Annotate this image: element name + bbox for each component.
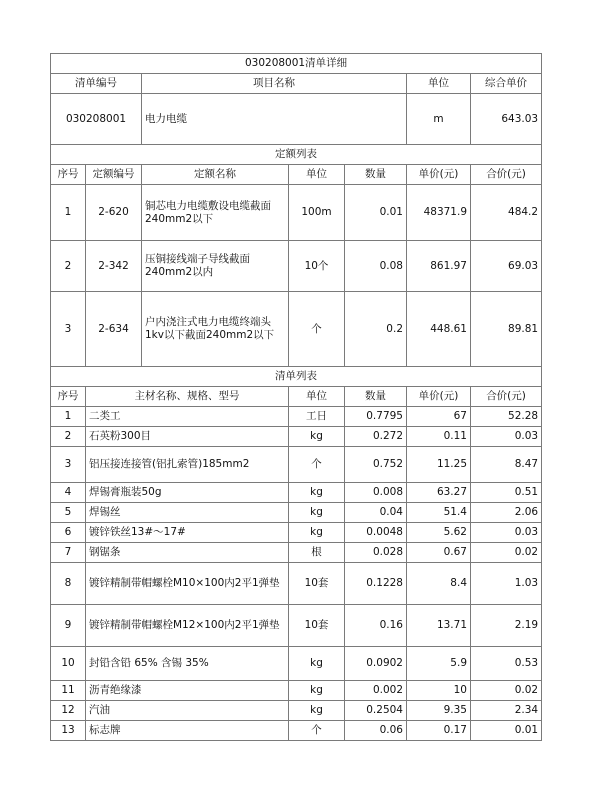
material-qty: 0.7795 [345, 407, 407, 427]
material-price: 10 [407, 681, 471, 701]
material-price: 5.9 [407, 647, 471, 681]
material-row [51, 605, 542, 647]
col-header-price: 综合单价 [471, 74, 542, 94]
quota-header-total: 合价(元) [471, 165, 542, 185]
table-body [51, 54, 542, 741]
materials-header-no: 序号 [51, 387, 86, 407]
material-total: 0.51 [471, 483, 542, 503]
quota-row [51, 292, 542, 367]
materials-header-row [51, 387, 542, 407]
quota-code: 2-620 [86, 185, 142, 241]
material-unit: 根 [289, 543, 345, 563]
item-name: 电力电缆 [142, 94, 407, 145]
material-price: 9.35 [407, 701, 471, 721]
material-total: 2.06 [471, 503, 542, 523]
material-total: 0.02 [471, 681, 542, 701]
item-code: 030208001 [51, 94, 142, 145]
material-unit: kg [289, 647, 345, 681]
material-no: 5 [51, 503, 86, 523]
material-qty: 0.0048 [345, 523, 407, 543]
material-name: 镀锌精制带帽螺栓M10×100内2平1弹垫 [86, 563, 289, 605]
material-no: 1 [51, 407, 86, 427]
material-no: 10 [51, 647, 86, 681]
materials-header-total: 合价(元) [471, 387, 542, 407]
quota-price: 48371.9 [407, 185, 471, 241]
item-header-row [51, 74, 542, 94]
material-qty: 0.008 [345, 483, 407, 503]
material-price: 8.4 [407, 563, 471, 605]
item-unit: m [407, 94, 471, 145]
materials-header-qty: 数量 [345, 387, 407, 407]
quota-price: 448.61 [407, 292, 471, 367]
material-unit: 10套 [289, 563, 345, 605]
material-name: 封铅含铅 65% 含锡 35% [86, 647, 289, 681]
material-no: 3 [51, 447, 86, 483]
material-row [51, 523, 542, 543]
quota-no: 1 [51, 185, 86, 241]
material-total: 2.19 [471, 605, 542, 647]
quota-header-unit: 单位 [289, 165, 345, 185]
material-price: 11.25 [407, 447, 471, 483]
quota-row [51, 185, 542, 241]
material-total: 0.03 [471, 523, 542, 543]
quota-qty: 0.08 [345, 241, 407, 292]
quota-unit: 100m [289, 185, 345, 241]
material-row [51, 483, 542, 503]
item-price: 643.03 [471, 94, 542, 145]
material-unit: kg [289, 523, 345, 543]
material-total: 1.03 [471, 563, 542, 605]
material-unit: 个 [289, 447, 345, 483]
material-unit: 个 [289, 721, 345, 741]
material-row [51, 721, 542, 741]
materials-section-title: 清单列表 [51, 367, 542, 387]
material-name: 汽油 [86, 701, 289, 721]
title-row [51, 54, 542, 74]
material-qty: 0.16 [345, 605, 407, 647]
col-header-name: 项目名称 [142, 74, 407, 94]
material-no: 9 [51, 605, 86, 647]
quota-no: 3 [51, 292, 86, 367]
material-row [51, 447, 542, 483]
material-name: 焊锡丝 [86, 503, 289, 523]
material-price: 51.4 [407, 503, 471, 523]
quota-header-qty: 数量 [345, 165, 407, 185]
material-unit: kg [289, 503, 345, 523]
material-name: 镀锌精制带帽螺栓M12×100内2平1弹垫 [86, 605, 289, 647]
material-price: 0.17 [407, 721, 471, 741]
material-name: 石英粉300目 [86, 427, 289, 447]
material-total: 0.53 [471, 647, 542, 681]
material-qty: 0.002 [345, 681, 407, 701]
materials-header-price: 单价(元) [407, 387, 471, 407]
material-price: 63.27 [407, 483, 471, 503]
material-qty: 0.06 [345, 721, 407, 741]
quota-total: 484.2 [471, 185, 542, 241]
material-no: 11 [51, 681, 86, 701]
quota-qty: 0.01 [345, 185, 407, 241]
item-row [51, 94, 542, 145]
material-no: 13 [51, 721, 86, 741]
materials-section-row [51, 367, 542, 387]
material-total: 52.28 [471, 407, 542, 427]
material-unit: 工日 [289, 407, 345, 427]
material-name: 标志牌 [86, 721, 289, 741]
quota-row [51, 241, 542, 292]
material-name: 沥青绝缘漆 [86, 681, 289, 701]
quota-price: 861.97 [407, 241, 471, 292]
quota-total: 69.03 [471, 241, 542, 292]
material-name: 焊锡膏瓶装50g [86, 483, 289, 503]
quota-name: 户内浇注式电力电缆终端头1kv以下截面240mm2以下 [142, 292, 289, 367]
material-total: 0.03 [471, 427, 542, 447]
material-no: 2 [51, 427, 86, 447]
quota-section-row [51, 145, 542, 165]
material-unit: kg [289, 483, 345, 503]
material-row [51, 543, 542, 563]
material-price: 67 [407, 407, 471, 427]
material-row [51, 563, 542, 605]
material-unit: kg [289, 701, 345, 721]
quota-no: 2 [51, 241, 86, 292]
material-no: 12 [51, 701, 86, 721]
material-total: 8.47 [471, 447, 542, 483]
quota-header-no: 序号 [51, 165, 86, 185]
quota-header-row [51, 165, 542, 185]
quota-header-name: 定额名称 [142, 165, 289, 185]
material-qty: 0.752 [345, 447, 407, 483]
material-no: 4 [51, 483, 86, 503]
quota-code: 2-634 [86, 292, 142, 367]
material-row [51, 503, 542, 523]
material-price: 0.11 [407, 427, 471, 447]
material-price: 0.67 [407, 543, 471, 563]
material-total: 2.34 [471, 701, 542, 721]
material-unit: kg [289, 427, 345, 447]
material-unit: kg [289, 681, 345, 701]
material-name: 镀锌铁丝13#～17# [86, 523, 289, 543]
bill-detail-table [50, 53, 542, 741]
quota-header-code: 定额编号 [86, 165, 142, 185]
material-qty: 0.1228 [345, 563, 407, 605]
material-qty: 0.0902 [345, 647, 407, 681]
col-header-unit: 单位 [407, 74, 471, 94]
quota-qty: 0.2 [345, 292, 407, 367]
material-qty: 0.2504 [345, 701, 407, 721]
material-name: 铝压接连接管(铝扎索管)185mm2 [86, 447, 289, 483]
material-no: 8 [51, 563, 86, 605]
material-row [51, 701, 542, 721]
table-title: 030208001清单详细 [51, 54, 542, 74]
materials-header-name: 主材名称、规格、型号 [86, 387, 289, 407]
quota-name: 压铜接线端子导线截面240mm2以内 [142, 241, 289, 292]
material-qty: 0.272 [345, 427, 407, 447]
material-name: 钢锯条 [86, 543, 289, 563]
material-total: 0.01 [471, 721, 542, 741]
material-qty: 0.028 [345, 543, 407, 563]
material-row [51, 407, 542, 427]
material-row [51, 647, 542, 681]
quota-unit: 个 [289, 292, 345, 367]
quota-unit: 10个 [289, 241, 345, 292]
quota-header-price: 单价(元) [407, 165, 471, 185]
material-no: 6 [51, 523, 86, 543]
quota-code: 2-342 [86, 241, 142, 292]
quota-name: 铜芯电力电缆敷设电缆截面240mm2以下 [142, 185, 289, 241]
material-name: 二类工 [86, 407, 289, 427]
material-price: 13.71 [407, 605, 471, 647]
material-qty: 0.04 [345, 503, 407, 523]
col-header-code: 清单编号 [51, 74, 142, 94]
quota-section-title: 定额列表 [51, 145, 542, 165]
quota-total: 89.81 [471, 292, 542, 367]
materials-header-unit: 单位 [289, 387, 345, 407]
material-total: 0.02 [471, 543, 542, 563]
material-price: 5.62 [407, 523, 471, 543]
material-no: 7 [51, 543, 86, 563]
material-unit: 10套 [289, 605, 345, 647]
material-row [51, 427, 542, 447]
material-row [51, 681, 542, 701]
